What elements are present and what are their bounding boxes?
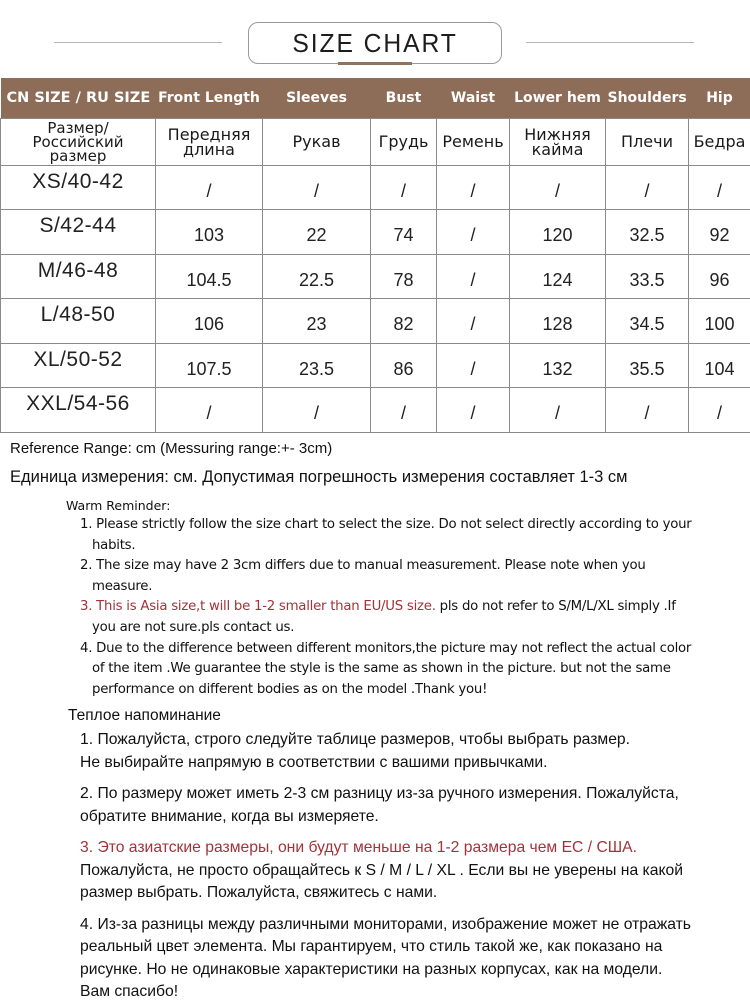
measurement-cell: 22 xyxy=(263,210,371,255)
measurement-cell: 23.5 xyxy=(263,343,371,388)
size-label-cell: XL/50-52 xyxy=(1,343,156,388)
reference-range-note: Reference Range: cm (Messuring range:+- 3cm) xyxy=(10,440,333,457)
title-underline xyxy=(338,62,412,65)
column-header-lower-hem: Lower hem xyxy=(510,78,606,118)
size-label-cell: XS/40-42 xyxy=(1,165,156,210)
table-row xyxy=(1,343,750,388)
table-row xyxy=(1,388,750,433)
column-header-shoulders: Shoulders xyxy=(606,78,689,118)
measurement-cell: 104.5 xyxy=(156,254,263,299)
measurement-cell: / xyxy=(371,388,437,433)
warm-reminder-ru-line: 4. Из-за разницы между различными мониторами, изображение может не отражать xyxy=(80,915,691,933)
measurement-cell: / xyxy=(510,165,606,210)
measurement-cell: / xyxy=(371,165,437,210)
warm-reminder-highlight: 3. This is Asia size,t will be 1-2 smaller than EU/US size. xyxy=(80,599,436,615)
column-header-ru-bust: Грудь xyxy=(371,118,437,165)
column-header-ru-sleeves: Рукав xyxy=(263,118,371,165)
warm-reminder-ru-line: 1. Пожалуйста, строго следуйте таблице размеров, чтобы выбрать размер. xyxy=(80,731,631,748)
warm-reminder-ru-line: размер выбрать. Пожалуйста, свяжитесь с нами. xyxy=(80,884,438,901)
measurement-cell: 32.5 xyxy=(606,210,689,255)
table-row xyxy=(1,165,750,210)
measurement-cell: / xyxy=(689,165,750,210)
column-header-ru-hip: Бедра xyxy=(689,118,750,165)
size-table xyxy=(0,78,750,433)
measurement-cell: 106 xyxy=(156,299,263,344)
measurement-cell: 92 xyxy=(689,210,750,255)
measurement-cell: / xyxy=(437,165,510,210)
title-box xyxy=(248,22,502,64)
warm-reminder-ru-item xyxy=(80,729,745,774)
measurement-cell: / xyxy=(689,388,750,433)
title-divider-right xyxy=(526,42,694,43)
size-label-cell: XXL/54-56 xyxy=(1,388,156,433)
measurement-cell: 74 xyxy=(371,210,437,255)
table-row xyxy=(1,254,750,299)
warm-reminder-ru-line: рисунке. Но не одинаковые характеристики на разных корпусах, как на модели. xyxy=(80,960,663,978)
warm-reminder-item xyxy=(80,639,700,701)
measurement-cell: 23 xyxy=(263,299,371,344)
measurement-cell: 78 xyxy=(371,254,437,299)
measurement-cell: 100 xyxy=(689,299,750,344)
measurement-cell: 22.5 xyxy=(263,254,371,299)
measurement-cell: 104 xyxy=(689,343,750,388)
column-header-bust: Bust xyxy=(371,78,437,118)
warm-reminder-ru-highlight: 3. Это азиатские размеры, они будут меньше на 1-2 размера чем ЕС / США. xyxy=(80,839,637,856)
warm-reminder-text: 1. Please strictly follow the size chart to select the size. Do not select directly according to your habits. xyxy=(80,517,692,553)
measurement-cell: 86 xyxy=(371,343,437,388)
warm-reminder-ru-line: обратите внимание, когда вы измеряете. xyxy=(80,807,379,825)
table-row xyxy=(1,299,750,344)
measurement-cell: / xyxy=(263,388,371,433)
warm-reminder-ru-line: Пожалуйста, не просто обращайтесь к S / M / L / XL . Если вы не уверены на какой xyxy=(80,861,683,879)
ru-unit-note: Единица измерения: см. Допустимая погрешность измерения составляет 1-3 см xyxy=(10,468,628,486)
warm-reminder-item xyxy=(80,597,700,638)
measurement-cell: 124 xyxy=(510,254,606,299)
table-header-row xyxy=(1,78,750,118)
warm-reminder-ru-line: 2. По размеру может иметь 2-3 см разницу из-за ручного измерения. Пожалуйста, xyxy=(80,785,679,802)
warm-reminder-ru-line: Вам спасибо! xyxy=(80,983,179,1000)
warm-reminder-text: 4. Due to the difference between different monitors,the picture may not reflect the actual color of the item .We guarantee the style is the same as shown in the picture. but not the same performance on different bodies as on the model .Thank you! xyxy=(80,640,692,697)
page-title: SIZE CHART xyxy=(292,27,458,58)
warm-reminder-ru-line: реальный цвет элемента. Мы гарантируем, что стиль такой же, как показано на xyxy=(80,938,663,955)
warm-reminder-ru-line: Не выбирайте напрямую в соответствии с вашими привычками. xyxy=(80,753,548,771)
measurement-cell: 34.5 xyxy=(606,299,689,344)
title-divider-left xyxy=(54,42,222,43)
column-header-ru-shoulders: Плечи xyxy=(606,118,689,165)
measurement-cell: 107.5 xyxy=(156,343,263,388)
measurement-cell: / xyxy=(606,165,689,210)
warm-reminder-ru-list xyxy=(80,729,745,1000)
column-header-ru-front-length: Передняя длина xyxy=(156,118,263,165)
measurement-cell: 35.5 xyxy=(606,343,689,388)
warm-reminder-ru-title: Теплое напоминание xyxy=(68,707,221,724)
measurement-cell: / xyxy=(156,388,263,433)
measurement-cell: 82 xyxy=(371,299,437,344)
warm-reminder-text: pls do not refer to S/M/L/XL simply .If you are not sure.pls contact us. xyxy=(92,599,676,635)
column-header-ru-lower-hem: Нижняя кайма xyxy=(510,118,606,165)
measurement-cell: 120 xyxy=(510,210,606,255)
column-header-ru-size: Размер/Российский размер xyxy=(1,118,156,165)
warm-reminder-item xyxy=(80,515,700,556)
measurement-cell: / xyxy=(510,388,606,433)
warm-reminder-ru-item xyxy=(80,837,745,905)
measurement-cell: / xyxy=(156,165,263,210)
column-header-waist: Waist xyxy=(437,78,510,118)
measurement-cell: / xyxy=(263,165,371,210)
warm-reminder-list xyxy=(80,515,700,700)
measurement-cell: / xyxy=(437,254,510,299)
measurement-cell: / xyxy=(437,343,510,388)
measurement-cell: 96 xyxy=(689,254,750,299)
measurement-cell: 103 xyxy=(156,210,263,255)
measurement-cell: / xyxy=(606,388,689,433)
warm-reminder-title: Warm Reminder: xyxy=(66,498,171,513)
table-row xyxy=(1,210,750,255)
size-label-cell: M/46-48 xyxy=(1,254,156,299)
column-header-ru-waist: Ремень xyxy=(437,118,510,165)
column-header-front-length: Front Length xyxy=(156,78,263,118)
warm-reminder-text: 2. The size may have 2 3cm differs due to manual measurement. Please note when you measure. xyxy=(80,558,646,594)
measurement-cell: / xyxy=(437,299,510,344)
measurement-cell: 132 xyxy=(510,343,606,388)
warm-reminder-ru-item xyxy=(80,914,745,1000)
measurement-cell: / xyxy=(437,388,510,433)
measurement-cell: / xyxy=(437,210,510,255)
warm-reminder-ru-item xyxy=(80,783,745,828)
warm-reminder-item xyxy=(80,556,700,597)
size-chart-title-banner xyxy=(0,0,750,78)
measurement-cell: 128 xyxy=(510,299,606,344)
size-label-cell: L/48-50 xyxy=(1,299,156,344)
column-header-sleeves: Sleeves xyxy=(263,78,371,118)
measurement-cell: 33.5 xyxy=(606,254,689,299)
size-label-cell: S/42-44 xyxy=(1,210,156,255)
table-header-row-ru xyxy=(1,118,750,165)
column-header-hip: Hip xyxy=(689,78,750,118)
column-header-size: CN SIZE / RU SIZE xyxy=(1,78,156,118)
